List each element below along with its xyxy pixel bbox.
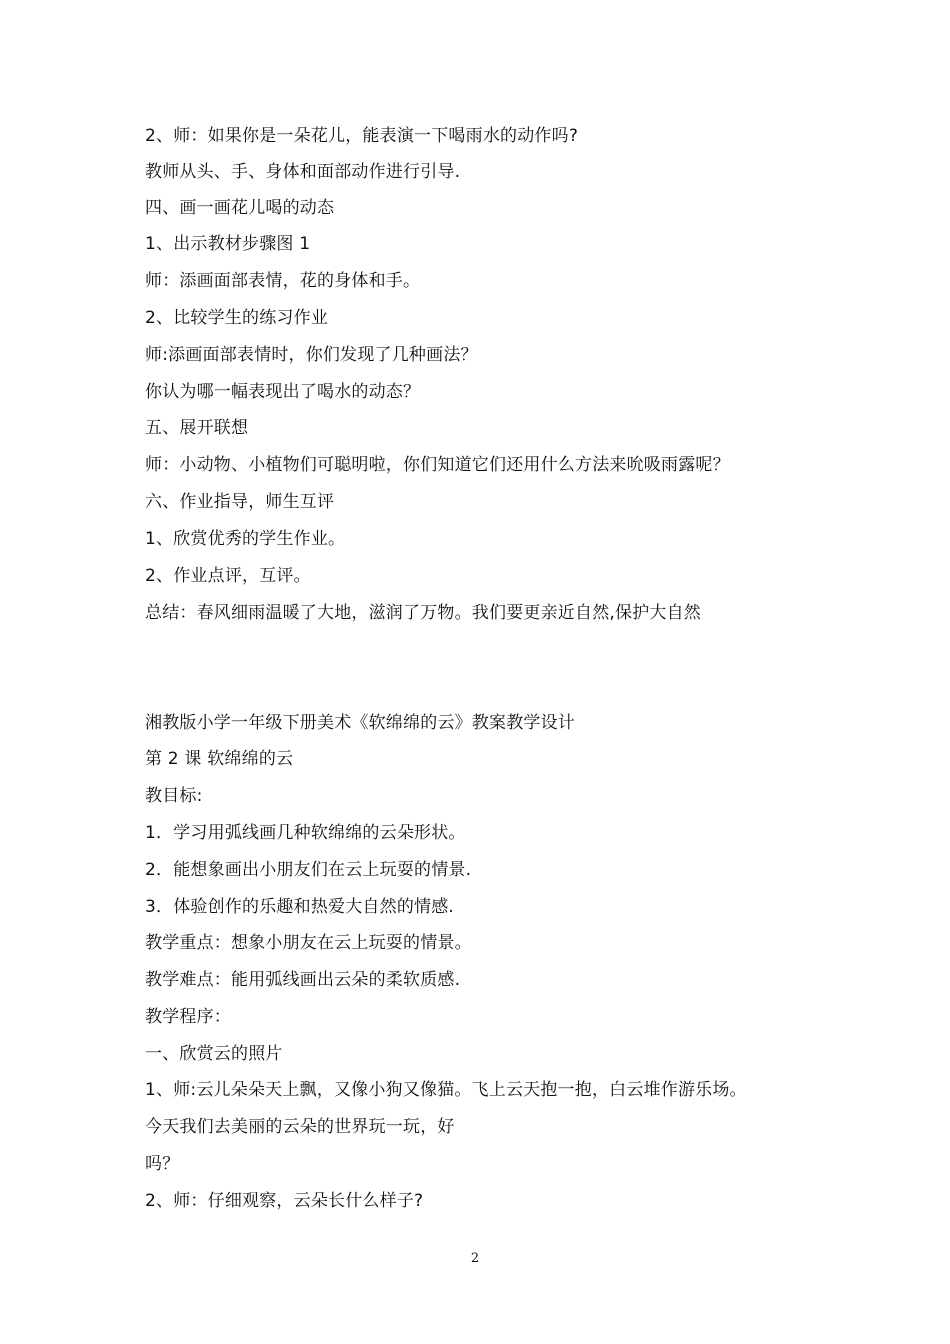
paragraph-line: 总结：春风细雨温暖了大地，滋润了万物。我们要更亲近自然,保护大自然	[145, 603, 702, 623]
paragraph-line: 今天我们去美丽的云朵的世界玩一玩，好	[145, 1117, 455, 1137]
paragraph-line: 教学程序：	[145, 1007, 231, 1027]
paragraph-line: 师:添画面部表情时，你们发现了几种画法？	[145, 345, 478, 365]
paragraph-line: 吗？	[145, 1154, 180, 1174]
section-heading: 六、作业指导，师生互评	[145, 492, 335, 512]
paragraph-line: 1、欣赏优秀的学生作业。	[145, 529, 346, 549]
paragraph-line: 2、比较学生的练习作业	[145, 308, 329, 328]
section-heading: 四、画一画花儿喝的动态	[145, 198, 335, 218]
paragraph-line: 教学难点：能用弧线画出云朵的柔软质感.	[145, 970, 461, 990]
paragraph-line: 3．体验创作的乐趣和热爱大自然的情感.	[145, 897, 455, 917]
page-number: 2	[470, 1251, 480, 1266]
paragraph-line: 师：添画面部表情，花的身体和手。	[145, 271, 421, 291]
paragraph-line: 教目标:	[145, 786, 203, 806]
section-heading: 五、展开联想	[145, 418, 249, 438]
paragraph-line: 1、师:云儿朵朵天上飘，又像小狗又像猫。飞上云天抱一抱，白云堆作游乐场。	[145, 1080, 747, 1100]
paragraph-line: 你认为哪一幅表现出了喝水的动态？	[145, 382, 421, 402]
paragraph-line: 2．能想象画出小朋友们在云上玩耍的情景.	[145, 860, 472, 880]
paragraph-line: 教学重点：想象小朋友在云上玩耍的情景。	[145, 933, 472, 953]
paragraph-line: 1、出示教材步骤图 1	[145, 234, 311, 254]
document-title: 湘教版小学一年级下册美术《软绵绵的云》教案教学设计	[145, 713, 575, 733]
paragraph-line: 师：小动物、小植物们可聪明啦，你们知道它们还用什么方法来吮吸雨露呢？	[145, 455, 730, 475]
paragraph-line: 2、作业点评，互评。	[145, 566, 311, 586]
paragraph-line: 1．学习用弧线画几种软绵绵的云朵形状。	[145, 823, 466, 843]
paragraph-line: 教师从头、手、身体和面部动作进行引导.	[145, 162, 461, 182]
lesson-title: 第 2 课 软绵绵的云	[145, 749, 294, 769]
paragraph-line: 2、师：仔细观察，云朵长什么样子?	[145, 1191, 424, 1211]
paragraph-line: 2、师：如果你是一朵花儿，能表演一下喝雨水的动作吗?	[145, 126, 579, 146]
section-heading: 一、欣赏云的照片	[145, 1044, 283, 1064]
